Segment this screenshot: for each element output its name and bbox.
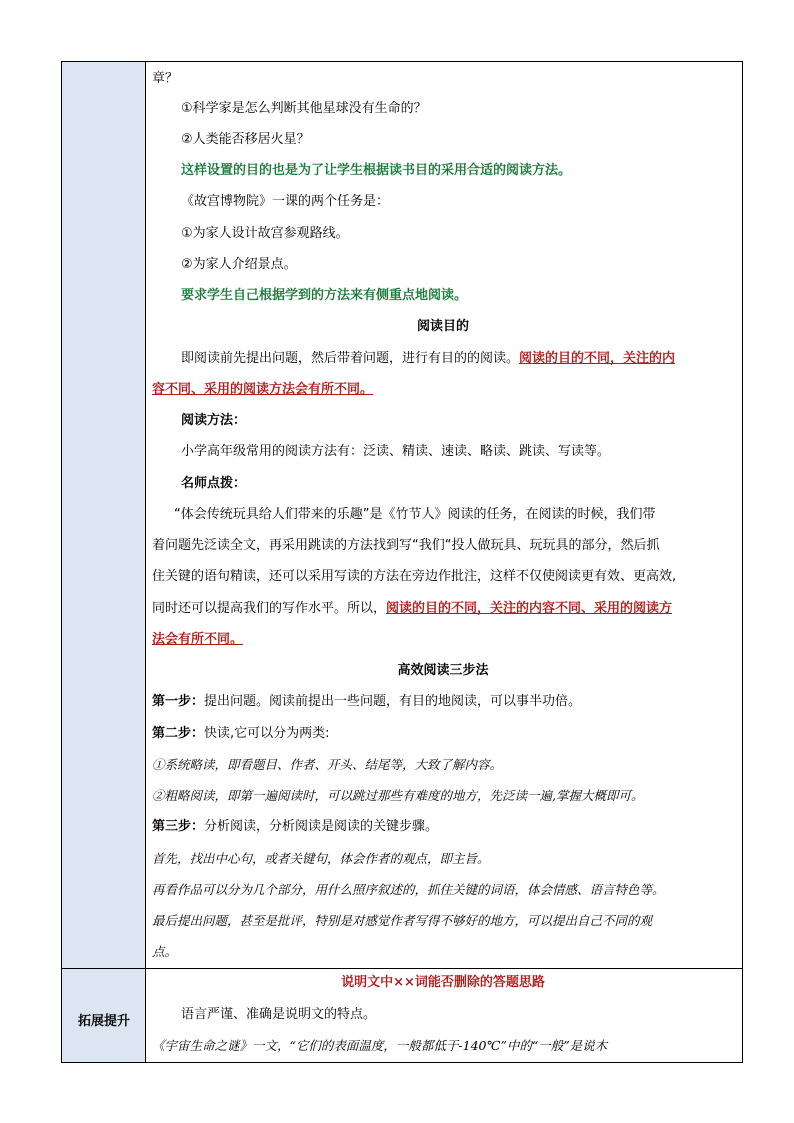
section-heading: 阅读目的 (416, 319, 469, 334)
text-line: ②为家人介绍景点。 (181, 257, 297, 272)
text-line (152, 693, 581, 711)
subheading: 阅读方法： (181, 413, 247, 428)
green-highlight-line: 要求学生自己根据学到的方法来有侧重点地阅读。 (181, 288, 468, 303)
section-heading: 高效阅读三步法 (397, 663, 489, 678)
text-span: 快读,它可以分为两类: (204, 726, 330, 741)
text-line: 《故宫博物院》一课的两个任务是： (181, 194, 390, 209)
text-line: 着问题先泛读全文，再采用跳读的方法找到写“我们“投人做玩具、玩玩具的部分，然后抓 (152, 538, 660, 553)
text-line: 小学高年级常用的阅读方法有：泛读、精读、速读、略读、跳读、写读等。 (181, 444, 611, 459)
step-label: 第一步： (152, 694, 205, 709)
label-column-top (62, 62, 146, 968)
row-divider (62, 968, 742, 969)
text-line: ①科学家是怎么判断其他星球没有生命的？ (181, 101, 427, 116)
text-line: ①为家人设计故宫参观路线。 (181, 226, 349, 241)
text-line (181, 350, 675, 368)
text-line: 最后提出问题，甚至是批评，特别是对感觉作者写得不够好的地方，可以提出自己不同的观 (152, 913, 653, 928)
step-label: 第三步： (152, 819, 205, 834)
green-highlight-line: 这样设置的目的也是为了让学生根据读书目的采用合适的阅读方法。 (181, 163, 572, 178)
text-span: 提出问题。阅读前提出一些问题，有目的地阅读，可以事半功倍。 (204, 694, 582, 709)
section-label-extension: 拓展提升 (77, 1014, 130, 1029)
text-line: “体会传统玩具给人们带来的乐趣”是《竹节人》阅读的任务，在阅读的时候，我们带 (174, 507, 656, 522)
text-line: ②人类能否移居火星？ (181, 132, 310, 147)
text-line: ②粗略阅读，即第一遍阅读时，可以跳过那些有难度的地方，先泛读一遍,掌握大概即可。 (152, 788, 644, 803)
text-line: 点。 (152, 944, 178, 959)
section-heading-red: 说明文中××词能否删除的答题思路 (341, 975, 545, 990)
text-line: 住关键的语句精读，还可以采用写读的方法在旁边作批注，这样不仅使阅读更有效、更高效, (152, 569, 677, 584)
text-line (152, 725, 330, 743)
text-span: 分析阅读，分析阅读是阅读的关键步骤。 (204, 819, 439, 834)
text-line: 《宇宙生命之谜》一文，“它们的表面温度，一般都低于-140℃”中的“一般”是说木 (152, 1038, 608, 1053)
text-line: 首先，找出中心句，或者关键句，体会作者的观点，即主旨。 (152, 851, 490, 866)
subheading: 名师点拨： (181, 476, 247, 491)
text-line: ①系统略读，即看题目、作者、开头、结尾等，大致了解内容。 (152, 757, 503, 772)
text-line: 章？ (152, 71, 179, 86)
text-line: 语言严谨、准确是说明文的特点。 (181, 1007, 377, 1022)
red-emphasis-line: 法会有所不同。 (152, 632, 244, 647)
red-emphasis-line: 容不同、采用的阅读方法会有所不同。 (152, 382, 374, 397)
red-emphasis: 阅读的目的不同，关注的内容不同、采用的阅读方 (386, 601, 673, 616)
step-label: 第二步： (152, 726, 205, 741)
red-emphasis: 阅读的目的不同，关注的内 (519, 351, 676, 366)
text-span: 同时还可以提高我们的写作水平。所以， (152, 601, 387, 616)
text-line (152, 818, 438, 836)
text-line (152, 600, 672, 618)
text-span: 即阅读前先提出问题，然后带着问题，进行有目的的阅读。 (181, 351, 520, 366)
text-line: 再看作品可以分为几个部分，用什么照序叙述的，抓住关键的词语，体会情感、语言特色等。 (152, 882, 665, 897)
